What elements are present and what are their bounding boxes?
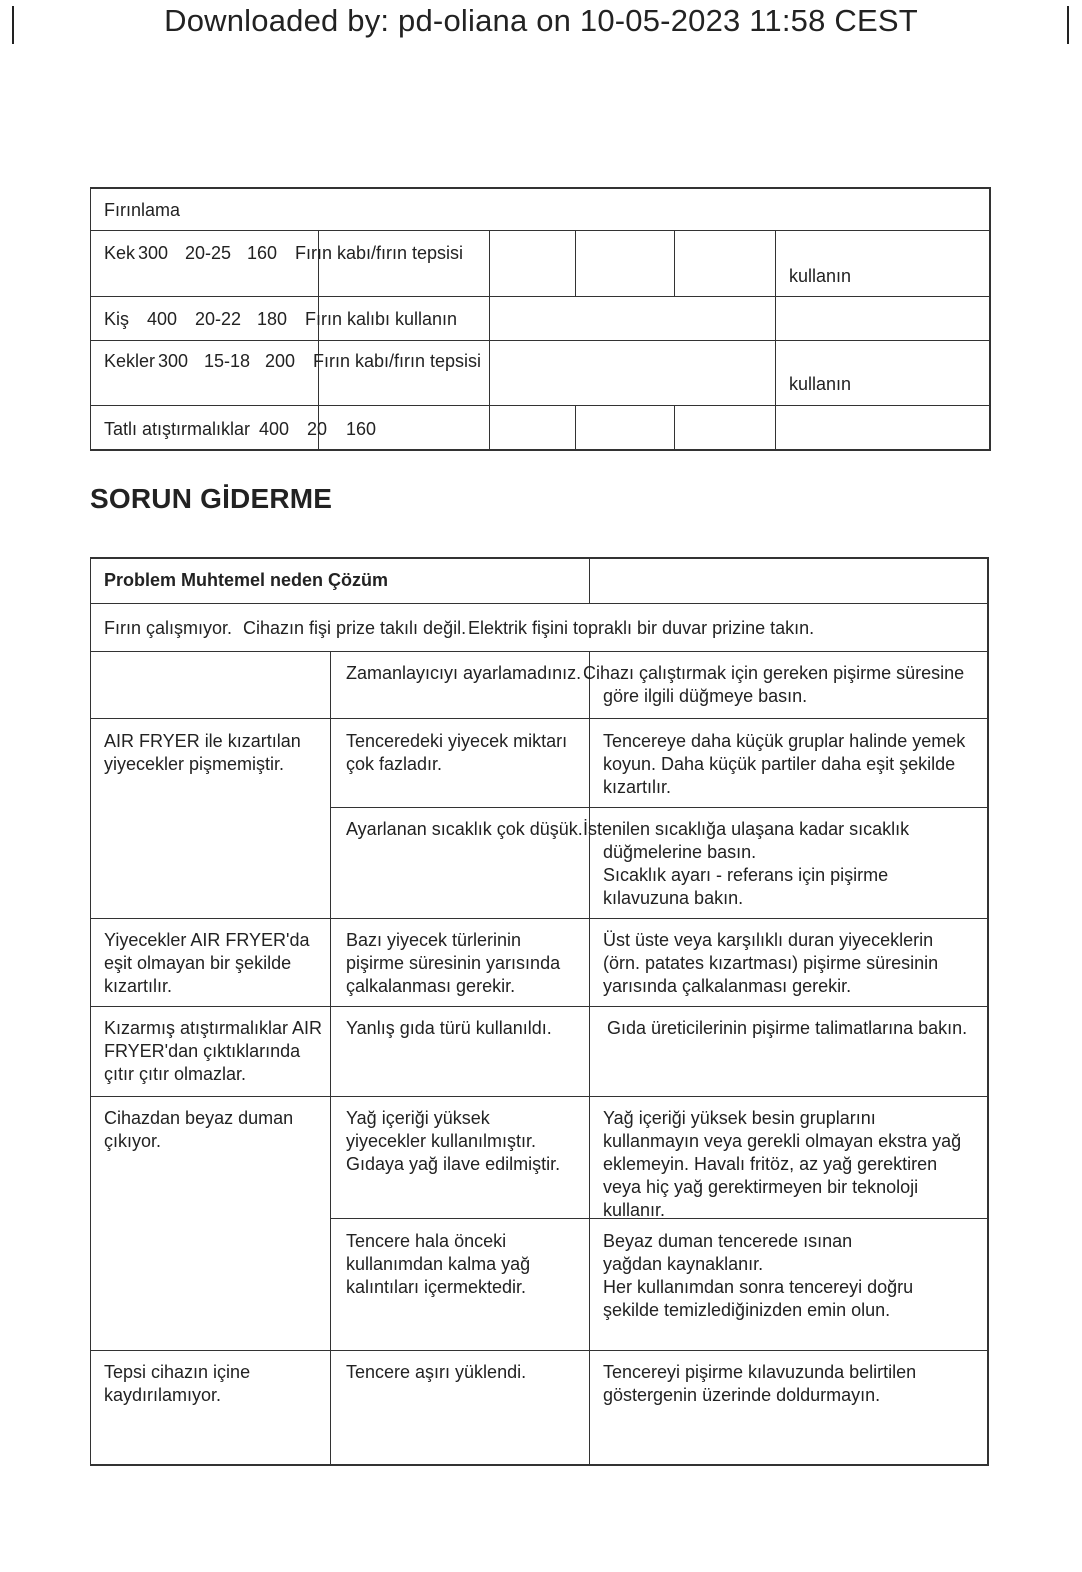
baking-note: Fırın kabı/fırın tepsisi: [295, 243, 464, 263]
troubleshooting-title: SORUN GİDERME: [90, 483, 333, 514]
troubleshooting-header: Problem Muhtemel neden Çözüm: [104, 570, 389, 590]
cause-text: Cihazın fişi prize takılı değil.: [243, 618, 467, 638]
baking-note: Fırın kalıbı kullanın: [305, 309, 458, 329]
solution-text-extra: Her kullanımdan sonra tencereyi doğru şekilde temizlediğinizden emin olun.: [603, 1277, 914, 1320]
baking-note: Fırın kabı/fırın tepsisi: [313, 351, 482, 371]
baking-temp: 200: [265, 351, 296, 371]
baking-temp: 160: [247, 243, 278, 263]
problem-text: Fırın çalışmıyor.: [104, 618, 233, 638]
baking-time: 20-25: [185, 243, 232, 263]
cause-text: Tenceredeki yiyecek miktarı çok fazladır.: [346, 731, 568, 774]
download-info: Downloaded by: pd-oliana on 10-05-2023 11:58 CEST: [164, 3, 918, 38]
baking-amount: 400: [147, 309, 178, 329]
solution-text: Elektrik fişini topraklı bir duvar prizine takın.: [468, 618, 815, 638]
solution-text: Cihazı çalıştırmak için gereken pişirme süresine: [583, 663, 965, 683]
baking-time: 20: [307, 419, 328, 439]
baking-section-label: Fırınlama: [104, 200, 181, 220]
solution-text: Tencereye daha küçük gruplar halinde yemek koyun. Daha küçük partiler daha eşit şekilde kızartılır.: [603, 731, 966, 797]
baking-temp: 160: [346, 419, 377, 439]
cause-text: Zamanlayıcıyı ayarlamadınız.: [346, 663, 582, 683]
solution-text: Yağ içeriği yüksek besin gruplarını kullanmayın veya gerekli olmayan ekstra yağ eklemeyin. Havalı fritöz, az yağ gerektiren veya hiç yağ gerektirmeyen bir teknoloji kullanır.: [603, 1108, 962, 1220]
download-header: [0, 0, 1082, 60]
cause-text: Ayarlanan sıcaklık çok düşük.: [346, 819, 583, 839]
solution-text: Beyaz duman tencerede ısınan yağdan kaynaklanır.: [603, 1231, 853, 1274]
cause-text: Yağ içeriği yüksek yiyecekler kullanılmıştır.: [346, 1108, 537, 1151]
problem-text: Cihazdan beyaz duman çıkıyor.: [104, 1108, 294, 1151]
solution-text-continued: düğmelerine basın.: [603, 842, 757, 862]
baking-item: Kekler: [104, 351, 156, 371]
baking-amount: 300: [138, 243, 169, 263]
solution-text-continued: göre ilgili düğmeye basın.: [603, 686, 808, 706]
baking-note-end: kullanın: [789, 266, 852, 286]
baking-time: 15-18: [204, 351, 251, 371]
baking-note-end: kullanın: [789, 374, 852, 394]
cause-text: Bazı yiyecek türlerinin pişirme süresinin yarısında çalkalanması gerekir.: [346, 930, 561, 996]
problem-text: Yiyecekler AIR FRYER'da eşit olmayan bir şekilde kızartılır.: [104, 930, 310, 996]
solution-text: Tencereyi pişirme kılavuzunda belirtilen göstergenin üzerinde doldurmayın.: [603, 1362, 917, 1405]
solution-text: İstenilen sıcaklığa ulaşana kadar sıcaklık: [583, 819, 910, 839]
cause-text: Yanlış gıda türü kullanıldı.: [346, 1018, 552, 1038]
problem-text: AIR FRYER ile kızartılan yiyecekler pişmemiştir.: [104, 731, 301, 774]
solution-text: Gıda üreticilerinin pişirme talimatlarına bakın.: [607, 1018, 968, 1038]
baking-time: 20-22: [195, 309, 242, 329]
baking-amount: 400: [259, 419, 290, 439]
baking-amount: 300: [158, 351, 189, 371]
problem-text: Kızarmış atıştırmalıklar AIR FRYER'dan çıktıklarında çıtır çıtır olmazlar.: [104, 1018, 323, 1084]
cause-text: Tencere aşırı yüklendi.: [346, 1362, 527, 1382]
baking-item: Kiş: [104, 309, 130, 329]
baking-temp: 180: [257, 309, 288, 329]
baking-item: Kek: [104, 243, 136, 263]
baking-item: Tatlı atıştırmalıklar: [104, 419, 251, 439]
cause-text: Tencere hala önceki kullanımdan kalma yağ kalıntıları içermektedir.: [346, 1231, 531, 1297]
solution-text: Üst üste veya karşılıklı duran yiyeceklerin (örn. patates kızartması) pişirme süresinin yarısında çalkalanması gerekir.: [603, 930, 939, 996]
cause-text-extra: Gıdaya yağ ilave edilmiştir.: [346, 1154, 561, 1174]
problem-text: Tepsi cihazın içine kaydırılamıyor.: [104, 1362, 251, 1405]
solution-text-extra: Sıcaklık ayarı - referans için pişirme kılavuzuna bakın.: [603, 865, 889, 908]
